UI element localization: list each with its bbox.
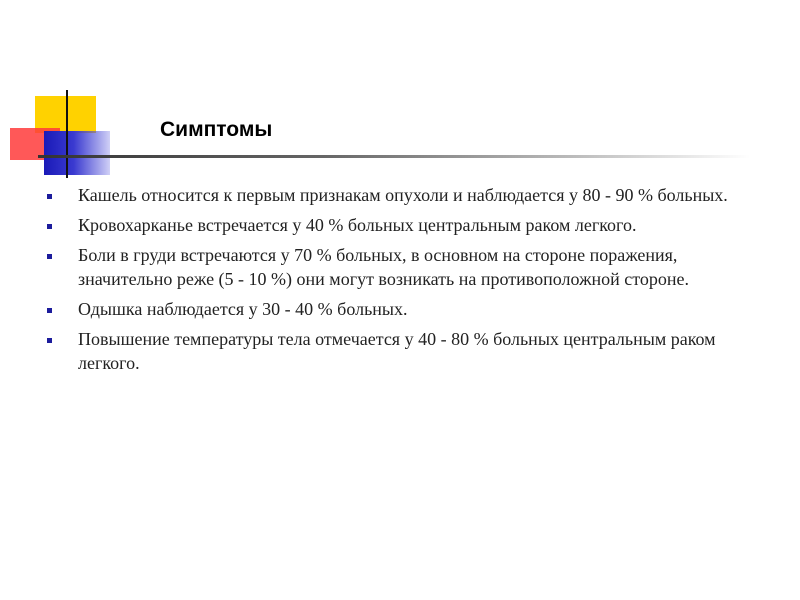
vertical-line-decoration [66, 90, 68, 178]
bullet-item [44, 213, 744, 237]
bullet-text: Боли в груди встречаются у 70 % больных, в основном на стороне поражения, значительно реже (5 - 10 %) они могут возникать на противоположной стороне. [78, 245, 690, 289]
blue-square-decoration [44, 131, 110, 175]
slide-title: Симптомы [160, 118, 273, 141]
bullet-square-icon [47, 224, 52, 229]
bullet-square-icon [47, 194, 52, 199]
slide-logo-decoration [0, 0, 120, 180]
bullet-text: Повышение температуры тела отмечается у 40 - 80 % больных центральным раком легкого. [78, 329, 716, 373]
bullet-item [44, 243, 744, 291]
title-underline [38, 155, 750, 158]
bullet-square-icon [47, 254, 52, 259]
bullet-square-icon [47, 338, 52, 343]
bullet-item [44, 183, 744, 207]
bullet-text: Кашель относится к первым признакам опухоли и наблюдается у 80 - 90 % больных. [78, 185, 728, 205]
bullet-item [44, 327, 744, 375]
bullet-text: Кровохарканье встречается у 40 % больных центральным раком легкого. [78, 215, 637, 235]
bullet-text: Одышка наблюдается у 30 - 40 % больных. [78, 299, 408, 319]
bullet-item [44, 297, 744, 321]
bullet-square-icon [47, 308, 52, 313]
bullet-list [44, 183, 744, 381]
